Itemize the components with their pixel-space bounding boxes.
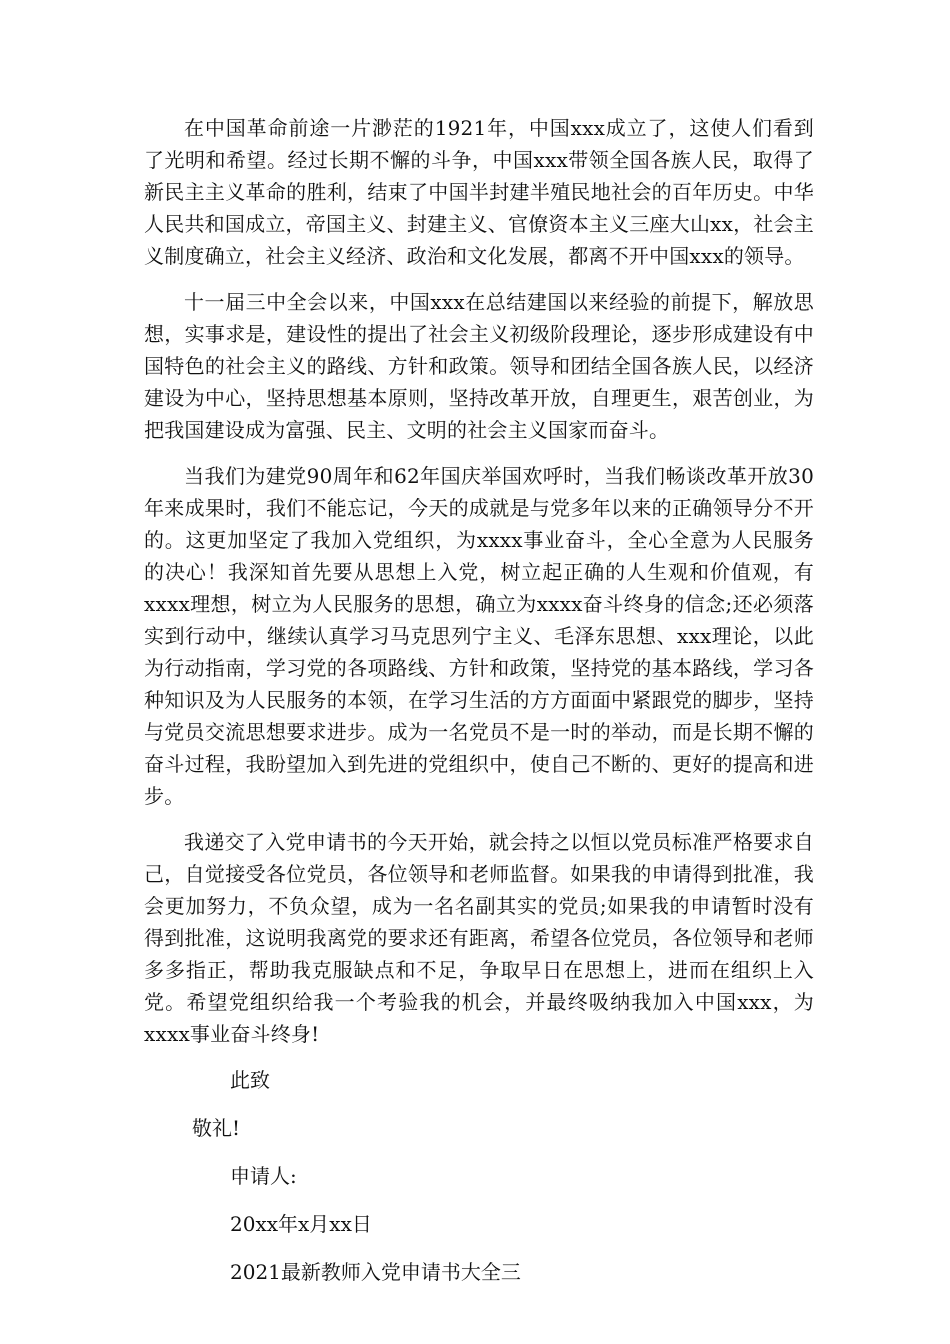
- date-line: 20xx年x月xx日: [230, 1212, 372, 1236]
- paragraph-2: 十一届三中全会以来，中国xxx在总结建国以来经验的前提下，解放思想，实事求是，建设性的提出了社会主义初级阶段理论，逐步形成建设有中国特色的社会主义的路线、方针和政策。领导和团结全国各族人民，以经济建设为中心，坚持思想基本原则，坚持改革开放，自理更生，艰苦创业，为把我国建设成为富强、民主、文明的社会主义国家而奋斗。: [144, 290, 814, 442]
- document-body: [144, 112, 814, 1304]
- paragraph-3: 当我们为建党90周年和62年国庆举国欢呼时，当我们畅谈改革开放30年来成果时，我们不能忘记，今天的成就是与党多年以来的正确领导分不开的。这更加坚定了我加入党组织，为xxxx事业奋斗，全心全意为人民服务的决心！我深知首先要从思想上入党，树立起正确的人生观和价值观，有xxxx理想，树立为人民服务的思想，确立为xxxx奋斗终身的信念;还必须落实到行动中，继续认真学习马克思列宁主义、毛泽东思想、xxx理论，以此为行动指南，学习党的各项路线、方针和政策，坚持党的基本路线，学习各种知识及为人民服务的本领，在学习生活的方方面面中紧跟党的脚步，坚持与党员交流思想要求进步。成为一名党员不是一时的举动，而是长期不懈的奋斗过程，我盼望加入到先进的党组织中，使自己不断的、更好的提高和进步。: [144, 464, 814, 808]
- paragraph-1: 在中国革命前途一片渺茫的1921年，中国xxx成立了，这使人们看到了光明和希望。经过长期不懈的斗争，中国xxx带领全国各族人民，取得了新民主主义革命的胜利，结束了中国半封建半殖民地社会的百年历史。中华人民共和国成立，帝国主义、封建主义、官僚资本主义三座大山xx，社会主义制度确立，社会主义经济、政治和文化发展，都离不开中国xxx的领导。: [144, 116, 814, 268]
- salute-line: 敬礼!: [192, 1116, 241, 1140]
- closing-line: 此致: [230, 1068, 270, 1092]
- applicant-line: 申请人:: [230, 1164, 297, 1188]
- next-section-title: 2021最新教师入党申请书大全三: [230, 1260, 521, 1284]
- paragraph-4: 我递交了入党申请书的今天开始，就会持之以恒以党员标准严格要求自己，自觉接受各位党员，各位领导和老师监督。如果我的申请得到批准，我会更加努力，不负众望，成为一名名副其实的党员;如果我的申请暂时没有得到批准，这说明我离党的要求还有距离，希望各位党员，各位领导和老师多多指正，帮助我克服缺点和不足，争取早日在思想上，进而在组织上入党。希望党组织给我一个考验我的机会，并最终吸纳我加入中国xxx，为xxxx事业奋斗终身!: [144, 830, 814, 1046]
